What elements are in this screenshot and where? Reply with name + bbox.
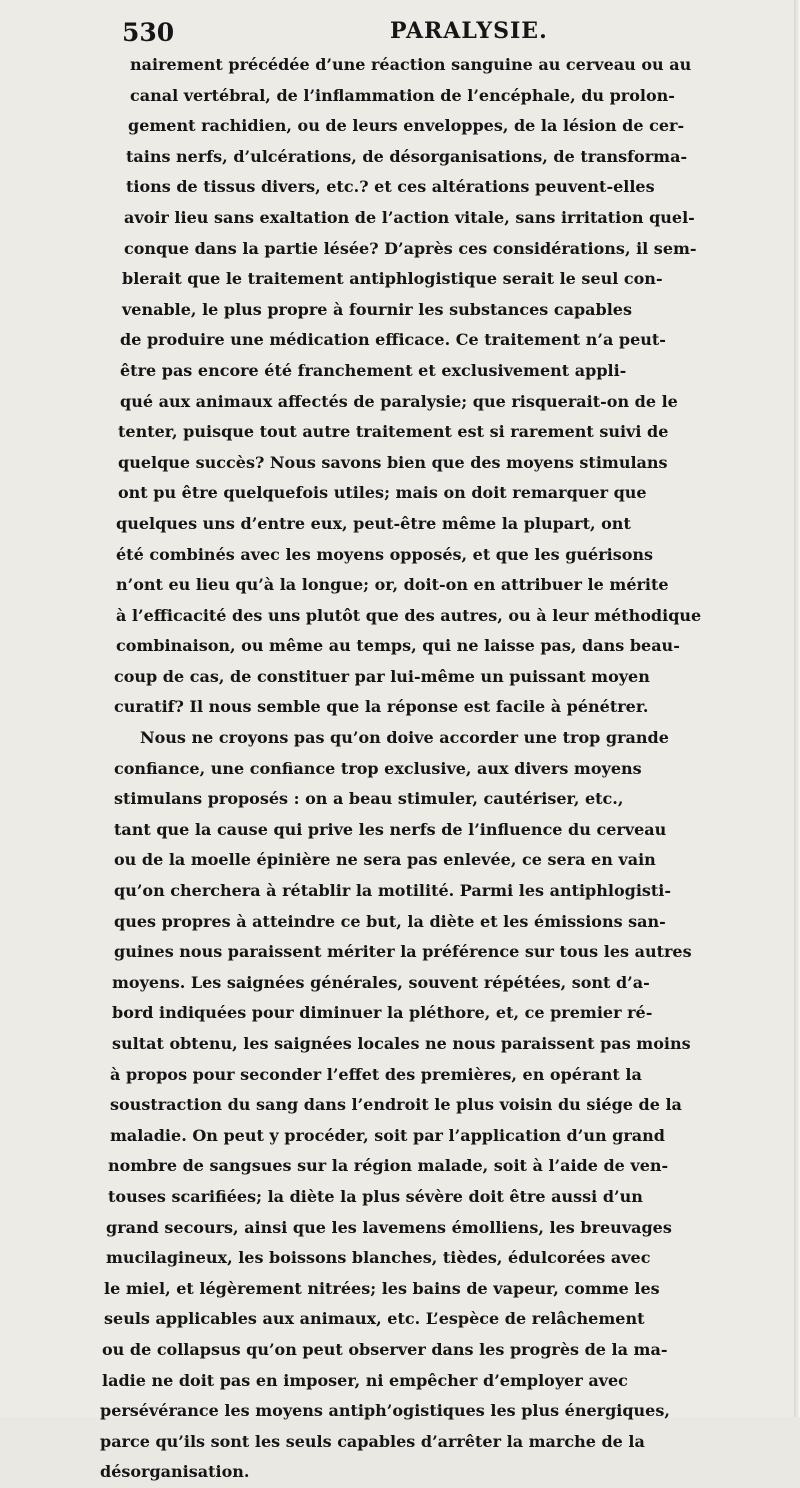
text-line: quelques uns d’entre eux, peut-être même la plupart, ont xyxy=(116,513,631,533)
text-line: confiance, une confiance trop exclusive, aux divers moyens xyxy=(114,758,642,778)
text-line: moyens. Les saignées générales, souvent répétées, sont d’a- xyxy=(112,972,650,992)
text-line: venable, le plus propre à fournir les substances capables xyxy=(122,299,632,319)
text-line: persévérance les moyens antiph’ogistiques les plus énergiques, xyxy=(100,1401,670,1421)
text-line: coup de cas, de constituer par lui-même un puissant moyen xyxy=(114,666,650,686)
text-line: combinaison, ou même au temps, qui ne laisse pas, dans beau- xyxy=(116,636,680,656)
text-line: ont pu être quelquefois utiles; mais on doit remarquer que xyxy=(118,483,647,503)
text-line: avoir lieu sans exaltation de l’action vitale, sans irritation quel- xyxy=(124,207,695,227)
text-line: seuls applicables aux animaux, etc. L’espèce de relâchement xyxy=(104,1309,645,1329)
text-line: stimulans proposés : on a beau stimuler, cautériser, etc., xyxy=(114,789,624,809)
text-line: guines nous paraissent mériter la préférence sur tous les autres xyxy=(114,942,692,962)
text-line: Nous ne croyons pas qu’on doive accorder une trop grande xyxy=(140,728,669,748)
text-line: désorganisation. xyxy=(100,1462,250,1482)
text-line: ou de la moelle épinière ne sera pas enlevée, ce sera en vain xyxy=(114,850,656,870)
running-title: PARALYSIE. xyxy=(390,18,548,44)
text-line: sultat obtenu, les saignées locales ne nous paraissent pas moins xyxy=(112,1034,691,1053)
text-line: quelque succès? Nous savons bien que des moyens stimulans xyxy=(118,452,668,472)
text-line: touses scarifiées; la diète la plus sévère doit être aussi d’un xyxy=(108,1186,643,1206)
text-line: qu’on cherchera à rétablir la motilité. Parmi les antiphlogisti- xyxy=(114,881,672,901)
text-line: nombre de sangsues sur la région malade, soit à l’aide de ven- xyxy=(108,1156,669,1176)
text-line: blerait que le traitement antiphlogistique serait le seul con- xyxy=(122,269,663,289)
page-edge xyxy=(794,0,800,1417)
text-line: été combinés avec les moyens opposés, et que les guérisons xyxy=(116,544,654,564)
text-line: tenter, puisque tout autre traitement est si rarement suivi de xyxy=(118,422,669,442)
text-line: ou de collapsus qu’on peut observer dans les progrès de la ma- xyxy=(102,1339,668,1359)
text-line: être pas encore été franchement et exclusivement appli- xyxy=(120,360,627,380)
text-line: bord indiquées pour diminuer la pléthore, et, ce premier ré- xyxy=(112,1003,653,1023)
text-line: tains nerfs, d’ulcérations, de désorganisations, de transforma- xyxy=(126,146,688,166)
text-line: grand secours, ainsi que les lavemens émolliens, les breuvages xyxy=(106,1217,672,1237)
text-line: canal vertébral, de l’inflammation de l’encéphale, du prolon- xyxy=(130,85,675,105)
text-line: parce qu’ils sont les seuls capables d’arrêter la marche de la xyxy=(100,1431,645,1451)
text-line: n’ont eu lieu qu’à la longue; or, doit-on en attribuer le mérite xyxy=(116,575,669,595)
text-line: tions de tissus divers, etc.? et ces altérations peuvent-elles xyxy=(126,177,655,197)
text-line: maladie. On peut y procéder, soit par l’application d’un grand xyxy=(110,1125,665,1145)
text-line: mucilagineux, les boissons blanches, tièdes, édulcorées avec xyxy=(106,1248,651,1268)
text-line: le miel, et légèrement nitrées; les bains de vapeur, comme les xyxy=(104,1278,660,1298)
page-number: 530 xyxy=(122,18,175,47)
text-line: nairement précédée d’une réaction sanguine au cerveau ou au xyxy=(130,55,692,74)
text-line: gement rachidien, ou de leurs enveloppes, de la lésion de cer- xyxy=(128,116,685,136)
text-line: ladie ne doit pas en imposer, ni empêcher d’employer avec xyxy=(102,1370,628,1390)
text-line: curatif? Il nous semble que la réponse est facile à pénétrer. xyxy=(114,697,649,717)
text-line: conque dans la partie lésée? D’après ces considérations, il sem- xyxy=(124,238,697,258)
text-line: soustraction du sang dans l’endroit le plus voisin du siége de la xyxy=(110,1095,682,1115)
text-line: de produire une médication efficace. Ce traitement n’a peut- xyxy=(120,330,666,350)
text-line: à l’efficacité des uns plutôt que des autres, ou à leur méthodique xyxy=(116,605,702,625)
body-text xyxy=(100,50,790,1488)
page-header xyxy=(0,18,800,54)
text-line: à propos pour seconder l’effet des premières, en opérant la xyxy=(110,1064,642,1084)
text-line: ques propres à atteindre ce but, la diète et les émissions san- xyxy=(114,911,666,931)
text-line: qué aux animaux affectés de paralysie; que risquerait-on de le xyxy=(120,391,678,411)
text-line: tant que la cause qui prive les nerfs de l’influence du cerveau xyxy=(114,819,667,839)
